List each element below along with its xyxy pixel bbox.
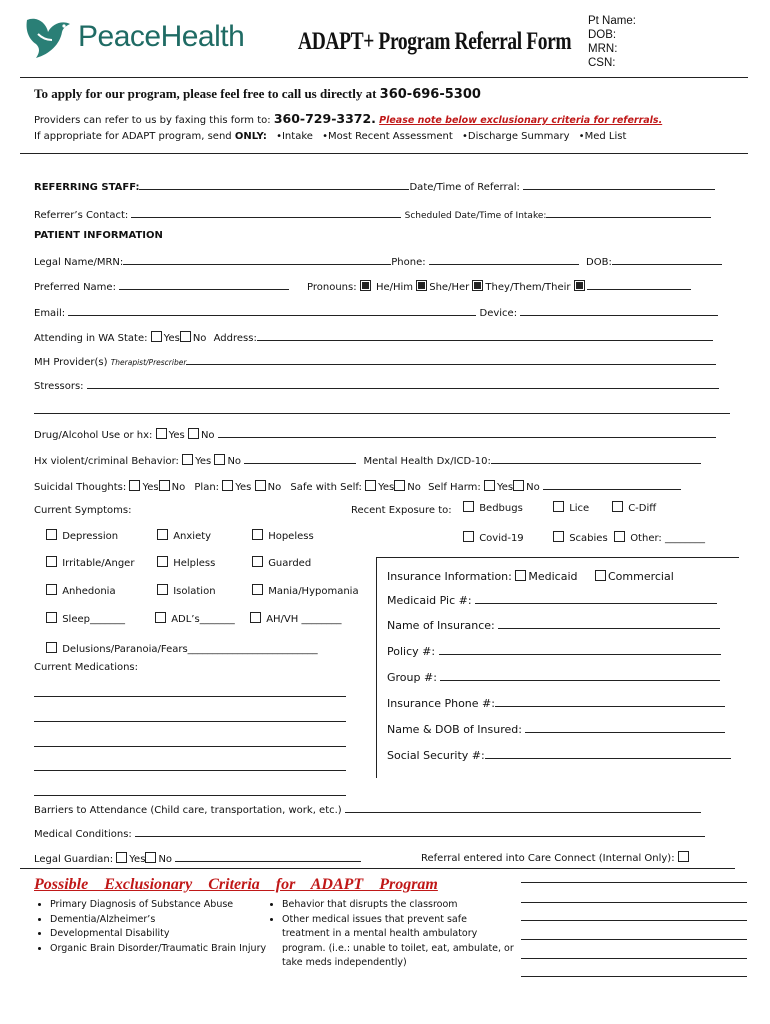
drug-yes-checkbox[interactable] (156, 428, 167, 439)
ssn-row (387, 748, 731, 762)
symptom-label: Mania/Hypomania (268, 586, 359, 597)
symptom-checkbox[interactable] (46, 556, 57, 567)
notes-line[interactable] (521, 882, 747, 883)
no-label: No (227, 456, 242, 467)
violent-yes-checkbox[interactable] (182, 454, 193, 465)
exclusion-item: • Dementia/Alzheimer’s (50, 913, 272, 928)
mh-provider-sub: Therapist/Prescriber (110, 358, 187, 367)
care-connect-checkbox[interactable] (678, 851, 689, 862)
device-label: Device: (479, 308, 518, 319)
notes-line[interactable] (521, 958, 747, 959)
mh-provider-label: MH Provider(s) (34, 357, 108, 368)
preferred-name-row (34, 279, 289, 293)
pronoun-checkbox[interactable] (472, 280, 483, 291)
care-connect-row (421, 851, 691, 864)
violent-no-checkbox[interactable] (214, 454, 225, 465)
bottom-rule (20, 868, 735, 869)
apply-line (34, 86, 481, 102)
symptom-label: Delusions/Paranoia/Fears__________________________ (62, 644, 318, 655)
yes-label: Yes (235, 482, 252, 493)
symptom-label: Isolation (173, 586, 216, 597)
logo (22, 14, 74, 66)
notes-line[interactable] (521, 902, 747, 903)
exposure-item[interactable] (614, 531, 705, 544)
no-label: No (158, 854, 173, 865)
symptom-checkbox[interactable] (252, 556, 263, 567)
stressors-label: Stressors: (34, 381, 84, 392)
symptom-item[interactable] (46, 556, 134, 569)
notes-line[interactable] (521, 920, 747, 921)
email-row (34, 305, 718, 319)
referral-datetime-label: Date/Time of Referral: (409, 182, 520, 193)
exposure-item[interactable] (553, 501, 589, 514)
medication-line[interactable] (34, 760, 346, 771)
insurance-info-row (387, 570, 674, 583)
pt-name-label: Pt Name: (588, 15, 636, 27)
scheduled-intake-field[interactable] (546, 207, 711, 218)
drug-field[interactable] (218, 427, 716, 438)
exposure-label: Bedbugs (479, 503, 523, 514)
symptom-checkbox[interactable] (155, 612, 166, 623)
insurance-phone-field[interactable] (495, 696, 725, 707)
pronoun-option: They/Them/Their (485, 282, 571, 293)
suicidal-yes-checkbox[interactable] (129, 480, 140, 491)
dob-label: DOB: (586, 257, 612, 268)
symptom-label: Sleep_______ (62, 614, 125, 625)
referrer-contact-field[interactable] (131, 207, 401, 218)
medical-conditions-row (34, 826, 705, 840)
attending-yes-checkbox[interactable] (151, 331, 162, 342)
barriers-field[interactable] (345, 802, 701, 813)
fax-number: 360-729-3372. (273, 111, 376, 126)
drug-label: Drug/Alcohol Use or hx: (34, 430, 153, 441)
email-label: Email: (34, 308, 66, 319)
patient-info-heading: PATIENT INFORMATION (34, 230, 163, 241)
fax-note: Please note below exclusionary criteria for referrals. (379, 115, 663, 126)
symptom-checkbox[interactable] (157, 529, 168, 540)
symptom-checkbox[interactable] (46, 642, 57, 653)
referring-staff-label: REFERRING STAFF: (34, 182, 140, 193)
symptom-item[interactable] (252, 556, 311, 569)
yes-label: Yes (142, 482, 159, 493)
symptom-item[interactable] (157, 529, 211, 542)
phone-label: Phone: (391, 257, 426, 268)
insured-row (387, 722, 725, 736)
insured-label: Name & DOB of Insured: (387, 723, 522, 736)
no-label: No (200, 430, 215, 441)
send-item: Med List (584, 131, 627, 142)
guardian-yes-checkbox[interactable] (116, 852, 127, 863)
exclusionary-left-list (36, 898, 272, 956)
send-item: Most Recent Assessment (328, 131, 453, 142)
symptom-label: AH/VH ________ (266, 614, 342, 625)
insured-field[interactable] (525, 722, 725, 733)
exposure-checkbox[interactable] (463, 501, 474, 512)
recent-exposure-label: Recent Exposure to: (351, 505, 452, 516)
send-item: Discharge Summary (467, 131, 570, 142)
exclusion-item: • Organic Brain Disorder/Traumatic Brain Injury (50, 942, 272, 957)
symptom-item[interactable] (46, 584, 116, 597)
symptom-checkbox[interactable] (157, 556, 168, 567)
scheduled-intake-label: Scheduled Date/Time of Intake: (404, 211, 547, 221)
legal-name-label: Legal Name/MRN: (34, 257, 124, 268)
medical-conditions-field[interactable] (135, 826, 705, 837)
safe-label: Safe with Self: (290, 482, 362, 493)
mrn-label: MRN: (588, 43, 618, 55)
symptom-label: Anxiety (173, 531, 212, 542)
symptom-checkbox[interactable] (252, 584, 263, 595)
suicidal-label: Suicidal Thoughts: (34, 482, 127, 493)
symptom-item[interactable] (46, 642, 318, 655)
exposure-label: Scabies (569, 533, 608, 544)
plan-label: Plan: (194, 482, 220, 493)
medication-line[interactable] (34, 711, 346, 722)
medication-line[interactable] (34, 785, 346, 796)
stressors-row (34, 378, 719, 392)
policy-field[interactable] (439, 644, 721, 655)
header-rule (20, 77, 748, 78)
preferred-name-label: Preferred Name: (34, 282, 116, 293)
guardian-no-checkbox[interactable] (145, 852, 156, 863)
exposure-checkbox[interactable] (614, 531, 625, 542)
fax-line (34, 111, 662, 126)
notes-line[interactable] (521, 976, 747, 977)
dob-label: DOB: (588, 29, 617, 41)
pronouns-label: Pronouns: (307, 282, 357, 293)
ssn-label: Social Security #: (387, 749, 485, 762)
yes-label: Yes (496, 482, 514, 493)
exposure-checkbox[interactable] (612, 501, 623, 512)
medicaid-checkbox[interactable] (515, 570, 526, 581)
exclusion-item: • Developmental Disability (50, 927, 272, 942)
pronouns-row (307, 279, 691, 293)
intro-rule (20, 153, 748, 154)
yes-label: Yes (378, 482, 395, 493)
referrer-contact-label: Referrer’s Contact: (34, 210, 129, 221)
suicidal-no-checkbox[interactable] (159, 480, 170, 491)
symptom-label: Anhedonia (62, 586, 116, 597)
symptom-item[interactable] (252, 584, 359, 597)
symptom-item[interactable] (46, 529, 118, 542)
csn-label: CSN: (588, 57, 616, 69)
attending-label: Attending in WA State: (34, 333, 148, 344)
attending-row (34, 330, 713, 344)
exclusion-item: • Behavior that disrupts the classroom (282, 898, 514, 913)
symptom-checkbox[interactable] (46, 529, 57, 540)
symptom-checkbox[interactable] (250, 612, 261, 623)
group-label: Group #: (387, 671, 437, 684)
policy-row (387, 644, 721, 658)
insurance-info-label: Insurance Information: (387, 570, 512, 583)
patient-label-box (588, 14, 636, 70)
dob-field[interactable] (612, 254, 722, 265)
medicaid-pic-label: Medicaid Pic #: (387, 594, 472, 607)
insurance-name-row (387, 618, 720, 632)
suicidal-row (34, 479, 681, 493)
exposure-label: C-Diff (628, 503, 657, 514)
no-label: No (526, 482, 540, 493)
preferred-name-field[interactable] (119, 279, 289, 290)
self-harm-field[interactable] (543, 479, 681, 490)
yes-label: Yes (168, 430, 185, 441)
no-label: No (267, 482, 282, 493)
self-harm-label: Self Harm: (428, 482, 481, 493)
pronoun-checkbox[interactable] (360, 280, 371, 291)
mh-provider-field[interactable] (186, 354, 716, 365)
attending-no-checkbox[interactable] (180, 331, 191, 342)
symptom-label: Guarded (268, 558, 312, 569)
symptom-item[interactable] (157, 556, 215, 569)
symptom-checkbox[interactable] (252, 529, 263, 540)
apply-text: To apply for our program, please feel free to call us directly at (34, 86, 380, 101)
email-field[interactable] (68, 305, 476, 316)
harm-no-checkbox[interactable] (513, 480, 524, 491)
legal-guardian-label: Legal Guardian: (34, 854, 114, 865)
legal-name-row (34, 254, 722, 268)
address-label: Address: (213, 333, 257, 344)
symptom-item[interactable] (46, 612, 125, 625)
referral-datetime-field[interactable] (523, 179, 715, 190)
barriers-label: Barriers to Attendance (Child care, transportation, work, etc.) (34, 805, 342, 816)
send-item: Intake (281, 131, 313, 142)
fax-text: Providers can refer to us by faxing this form to: (34, 115, 274, 126)
medicaid-pic-row (387, 593, 717, 607)
symptom-label: ADL’s_______ (171, 614, 235, 625)
care-connect-label: Referral entered into Care Connect (Internal Only): (421, 853, 675, 864)
hx-violent-label: Hx violent/criminal Behavior: (34, 456, 179, 467)
symptom-item[interactable] (252, 529, 314, 542)
no-label: No (407, 482, 421, 493)
group-field[interactable] (440, 670, 720, 681)
exposure-checkbox[interactable] (553, 531, 564, 542)
exposure-item[interactable] (463, 501, 523, 514)
drug-row (34, 427, 716, 441)
exclusionary-heading: Possible Exclusionary Criteria for ADAPT Program (34, 876, 438, 893)
symptom-checkbox[interactable] (46, 612, 57, 623)
symptom-label: Irritable/Anger (62, 558, 135, 569)
commercial-label: Commercial (607, 570, 674, 583)
safe-yes-checkbox[interactable] (365, 480, 376, 491)
notes-line[interactable] (521, 939, 747, 940)
current-medications-label: Current Medications: (34, 662, 139, 673)
exposure-item[interactable] (463, 531, 524, 544)
legal-guardian-row (34, 851, 361, 865)
symptom-item[interactable] (250, 612, 341, 625)
yes-label: Yes (163, 333, 180, 344)
medicaid-pic-field[interactable] (475, 593, 717, 604)
no-label: No (171, 482, 186, 493)
referrer-contact-row (34, 207, 711, 221)
insurance-box (376, 557, 739, 778)
exposure-item[interactable] (612, 501, 656, 514)
medication-line[interactable] (34, 686, 346, 697)
harm-yes-checkbox[interactable] (484, 480, 495, 491)
symptom-label: Helpless (173, 558, 216, 569)
current-symptoms-label: Current Symptoms: (34, 505, 132, 516)
symptom-item[interactable] (157, 584, 216, 597)
program-phone: 360-696-5300 (379, 87, 481, 102)
page-title: ADAPT+ Program Referral Form (298, 28, 572, 55)
insurance-name-field[interactable] (498, 618, 720, 629)
pronoun-option: He/Him (375, 282, 414, 293)
referring-staff-field[interactable] (139, 179, 409, 190)
send-text: If appropriate for ADAPT program, send (34, 131, 235, 142)
medication-line[interactable] (34, 736, 346, 747)
mental-health-label: Mental Health Dx/ICD-10: (363, 456, 491, 467)
exclusionary-right-list (268, 898, 514, 971)
referring-staff-row (34, 179, 715, 193)
mental-health-field[interactable] (491, 453, 701, 464)
symptom-checkbox[interactable] (46, 584, 57, 595)
yes-label: Yes (195, 456, 212, 467)
pronoun-checkbox[interactable] (574, 280, 585, 291)
ssn-field[interactable] (485, 748, 731, 759)
symptom-label: Hopeless (268, 531, 314, 542)
violent-field[interactable] (244, 453, 356, 464)
address-field[interactable] (257, 330, 713, 341)
logo-text: PeaceHealth (78, 20, 245, 53)
send-only: ONLY: (234, 131, 267, 142)
guardian-field[interactable] (175, 851, 361, 862)
no-label: No (192, 333, 207, 344)
exposure-label: Other: ________ (630, 533, 705, 544)
exposure-checkbox[interactable] (553, 501, 564, 512)
insurance-phone-row (387, 696, 725, 710)
barriers-row (34, 802, 701, 816)
exposure-checkbox[interactable] (463, 531, 474, 542)
symptom-item[interactable] (155, 612, 235, 625)
send-line: If appropriate for ADAPT program, send ONLY: •Intake •Most Recent Assessment •Discharge Summary •Med List (34, 131, 627, 142)
stressors-field[interactable] (87, 378, 719, 389)
medicaid-label: Medicaid (528, 570, 578, 583)
yes-label: Yes (129, 854, 146, 865)
exposure-item[interactable] (553, 531, 608, 544)
group-row (387, 670, 720, 684)
plan-no-checkbox[interactable] (255, 480, 266, 491)
legal-name-field[interactable] (123, 254, 391, 265)
exclusion-item: • Primary Diagnosis of Substance Abuse (50, 898, 272, 913)
phone-field[interactable] (429, 254, 579, 265)
exclusion-item: • Other medical issues that prevent safe treatment in a mental health ambulatory program. (i.e.: unable to toilet, eat, ambulate, or take meds independently) (282, 913, 514, 971)
exposure-label: Covid-19 (479, 533, 524, 544)
exposure-label: Lice (569, 503, 590, 514)
symptom-label: Depression (62, 531, 119, 542)
policy-label: Policy #: (387, 645, 436, 658)
dove-icon (22, 14, 74, 62)
pronoun-option: She/Her (429, 282, 470, 293)
insurance-phone-label: Insurance Phone #: (387, 697, 495, 710)
pronoun-checkbox[interactable] (416, 280, 427, 291)
stressors-field-2[interactable] (34, 403, 730, 414)
commercial-checkbox[interactable] (595, 570, 606, 581)
medical-conditions-label: Medical Conditions: (34, 829, 132, 840)
hx-violent-row (34, 453, 701, 467)
device-field[interactable] (520, 305, 718, 316)
pronoun-other-field[interactable] (587, 279, 691, 290)
symptom-checkbox[interactable] (157, 584, 168, 595)
insurance-name-label: Name of Insurance: (387, 619, 495, 632)
drug-no-checkbox[interactable] (188, 428, 199, 439)
mh-provider-row (34, 354, 716, 368)
plan-yes-checkbox[interactable] (222, 480, 233, 491)
safe-no-checkbox[interactable] (394, 480, 405, 491)
